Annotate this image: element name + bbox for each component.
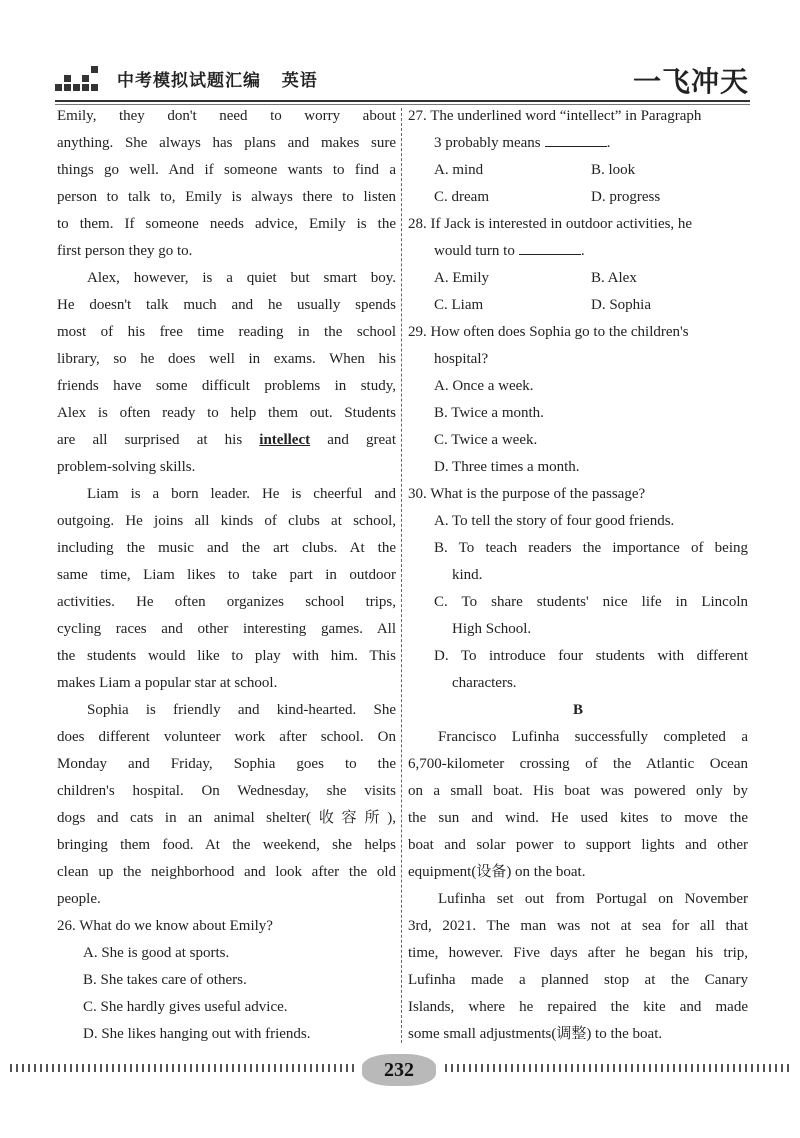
text-line: clean up the neighborhood and look after the old: [57, 864, 396, 880]
answer-blank: [519, 240, 581, 255]
text-line: some small adjustments(调整) to the boat.: [408, 1026, 663, 1042]
text-line: to them. If someone needs advice, Emily is the: [57, 216, 396, 232]
question-stem-cont: hospital?: [434, 351, 489, 367]
text-line: Islands, where he repaired the kite and made: [408, 999, 748, 1015]
text-line: most of his free time reading in the school: [57, 324, 396, 340]
option-a: A. mind: [434, 162, 484, 178]
paragraph-b-1: [408, 724, 748, 886]
text-line: same time, Liam likes to take part in outdoor: [57, 567, 396, 583]
paragraph-emily: [57, 103, 396, 265]
option-a: A. Emily: [434, 270, 489, 286]
text-line: problem-solving skills.: [57, 459, 196, 475]
text-line: the students would like to play with him. This: [57, 648, 396, 664]
option-c: C. She hardly gives useful advice.: [83, 999, 288, 1015]
text-line: people.: [57, 891, 101, 907]
option-a: A. To tell the story of four good friends.: [434, 513, 675, 529]
text-line: makes Liam a popular star at school.: [57, 675, 278, 691]
text-line: on a small boat. His boat was powered only by: [408, 783, 748, 799]
text-line: person to talk to, Emily is always there to listen: [57, 189, 396, 205]
footer-border-left: [10, 1064, 355, 1072]
option-b: B. look: [591, 162, 636, 178]
option-a: A. She is good at sports.: [83, 945, 230, 961]
text-line: dogs and cats in an animal shelter(收容所),: [57, 810, 396, 826]
text-line: equipment(设备) on the boat.: [408, 864, 586, 880]
answer-blank: [545, 132, 607, 147]
text-line: 6,700-kilometer crossing of the Atlantic Ocean: [408, 756, 748, 772]
option-row: [408, 184, 748, 211]
option-row: [408, 292, 748, 319]
question-stem: 26. What do we know about Emily?: [57, 918, 273, 934]
question-28: [408, 211, 748, 319]
text-line: friends have some difficult problems in study,: [57, 378, 396, 394]
footer-border-right: [445, 1064, 790, 1072]
text-line: children's hospital. On Wednesday, she visits: [57, 783, 396, 799]
underlined-word-intellect: intellect: [259, 432, 311, 448]
text-segment: and great: [310, 432, 397, 448]
text-line: time, however. Five days after he began his trip,: [408, 945, 748, 961]
page-number: 232: [362, 1054, 436, 1086]
question-stem: 27. The underlined word “intellect” in Paragraph: [408, 108, 702, 124]
stem-text: would turn to: [434, 243, 515, 259]
text-line: bringing them food. At the weekend, she helps: [57, 837, 396, 853]
question-stem: 29. How often does Sophia go to the children's: [408, 324, 689, 340]
text-line: Sophia is friendly and kind-hearted. She: [87, 702, 396, 718]
text-line: does different volunteer work after school. On: [57, 729, 396, 745]
text-line: things go well. And if someone wants to find a: [57, 162, 396, 178]
option-d-cont: characters.: [452, 675, 517, 691]
option-b: B. She takes care of others.: [83, 972, 247, 988]
text-line: library, so he does well in exams. When his: [57, 351, 396, 367]
option-c: C. dream: [434, 189, 489, 205]
option-d: D. She likes hanging out with friends.: [83, 1026, 311, 1042]
option-d: D. To introduce four students with different: [434, 648, 748, 664]
text-line: boat and solar power to support lights and other: [408, 837, 748, 853]
page-footer: [0, 1052, 800, 1092]
option-row: [408, 157, 748, 184]
question-stem-cont: would turn to .: [408, 238, 748, 265]
text-line-keyword: [57, 427, 396, 454]
paragraph-b-2: [408, 886, 748, 1048]
option-b-cont: kind.: [452, 567, 483, 583]
text-line: Lufinha made a planned stop at the Canary: [408, 972, 748, 988]
text-line: Francisco Lufinha successfully completed a: [438, 729, 748, 745]
text-line: Alex, however, is a quiet but smart boy.: [87, 270, 396, 286]
stem-text: 3 probably means: [434, 135, 541, 151]
text-line: outgoing. He joins all kinds of clubs at school,: [57, 513, 396, 529]
text-line: cycling races and other interesting games. All: [57, 621, 396, 637]
option-c-cont: High School.: [452, 621, 532, 637]
header-squares-decoration: [55, 70, 105, 92]
text-line: He doesn't talk much and he usually spends: [57, 297, 396, 313]
page-header: [55, 60, 755, 100]
option-d: D. Sophia: [591, 297, 651, 313]
question-stem: 28. If Jack is interested in outdoor activities, he: [408, 216, 693, 232]
text-segment: are all surprised at his: [57, 432, 260, 448]
option-a: A. Once a week.: [434, 378, 534, 394]
paragraph-liam: [57, 481, 396, 697]
text-line: including the music and the art clubs. At the: [57, 540, 396, 556]
header-rule: [55, 100, 750, 102]
text-line: anything. She always has plans and makes sure: [57, 135, 396, 151]
paragraph-alex: [57, 265, 396, 481]
option-b: B. Alex: [591, 270, 637, 286]
text-line: 3rd, 2021. The man was not at sea for all that: [408, 918, 748, 934]
text-line: Alex is often ready to help them out. Students: [57, 405, 396, 421]
text-line: Lufinha set out from Portugal on November: [438, 891, 748, 907]
book-title: 中考模拟试题汇编 英语: [117, 71, 318, 91]
question-stem-cont: 3 probably means .: [408, 130, 748, 157]
option-d: D. progress: [591, 189, 661, 205]
option-c: C. Liam: [434, 297, 484, 313]
question-29: [408, 319, 748, 481]
text-line: first person they go to.: [57, 243, 193, 259]
question-30: [408, 481, 748, 697]
option-d: D. Three times a month.: [434, 459, 580, 475]
question-stem: 30. What is the purpose of the passage?: [408, 486, 646, 502]
question-27: [408, 103, 748, 211]
question-26: [57, 913, 396, 1048]
option-b: B. To teach readers the importance of being: [434, 540, 748, 556]
option-c: C. To share students' nice life in Lincoln: [434, 594, 748, 610]
option-row: [408, 265, 748, 292]
paragraph-sophia: [57, 697, 396, 913]
text-line: Monday and Friday, Sophia goes to the: [57, 756, 396, 772]
series-logo: 一飞冲天: [632, 65, 749, 98]
left-column: [57, 103, 396, 1048]
right-column: [408, 103, 748, 1048]
text-line: activities. He often organizes school trips,: [57, 594, 396, 610]
section-heading-b: B: [572, 702, 583, 718]
option-b: B. Twice a month.: [434, 405, 544, 421]
text-line: Liam is a born leader. He is cheerful and: [87, 486, 396, 502]
text-line: Emily, they don't need to worry about: [57, 108, 396, 124]
column-divider: [401, 108, 402, 1043]
option-c: C. Twice a week.: [434, 432, 538, 448]
text-line: the sun and wind. He used kites to move the: [408, 810, 748, 826]
